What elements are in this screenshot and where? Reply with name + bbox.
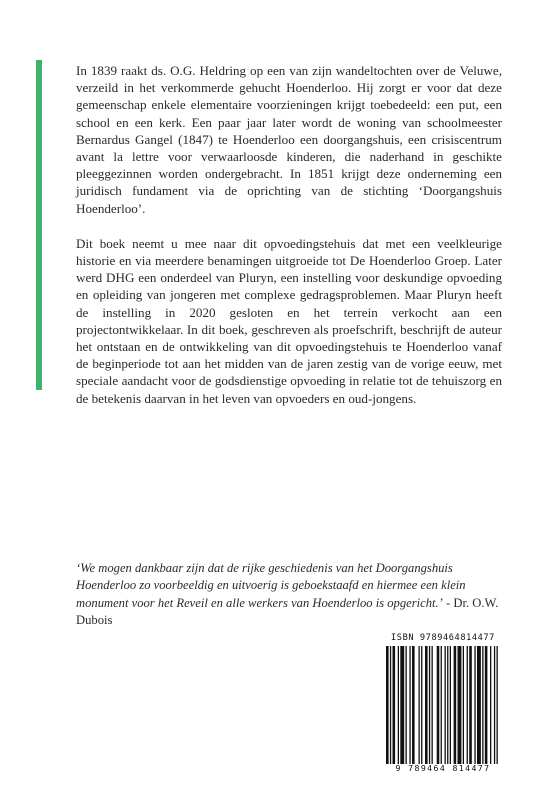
barcode-bar: [469, 646, 472, 764]
blurb-paragraph-1: In 1839 raakt ds. O.G. Heldring op een van zijn wandeltochten over de Veluwe, verzeild in het verkommerde gehucht Hoenderloo. Hij zorgt er voor dat deze gemeenschap enkele elementaire voorzieningen krijgt toebedeeld: een put, een school en een kerk. Een paar jaar later wordt de woning van schoolmeester Bernardus Gangel (1847) te Hoenderloo een doorgangshuis, een crisiscentrum avant la lettre voor verwaarloosde kinderen, die naderhand in geschikte pleeggezinnen worden ondergebracht. In 1851 krijgt deze onderneming een juridisch fundament via de oprichting van de stichting ‘Doorgangshuis Hoenderloo’.: [76, 63, 502, 216]
barcode-bar: [393, 646, 396, 764]
blurb: [76, 62, 502, 425]
barcode-bar: [494, 646, 495, 764]
barcode-bar: [450, 646, 451, 764]
barcode-bar: [429, 646, 430, 764]
barcode-bar: [386, 646, 389, 764]
barcode-bar: [421, 646, 422, 764]
barcode-bar: [463, 646, 464, 764]
barcode-bar: [409, 646, 410, 764]
isbn-label: ISBN 9789464814477: [391, 633, 495, 643]
barcode-bar: [458, 646, 462, 764]
barcode-bar: [437, 646, 440, 764]
barcode-bar: [432, 646, 433, 764]
barcode-bar: [398, 646, 399, 764]
barcode-bar: [477, 646, 481, 764]
accent-bar: [36, 60, 42, 390]
barcode-bar: [447, 646, 448, 764]
barcode-bar: [412, 646, 415, 764]
isbn-barcode: [382, 633, 504, 775]
barcode-bar: [425, 646, 428, 764]
barcode-bar: [497, 646, 498, 764]
barcode-bar: [441, 646, 442, 764]
quote-attribution: - Dr. O.W. Dubois: [76, 595, 499, 628]
blurb-paragraph-2: Dit boek neemt u mee naar dit opvoedingstehuis dat met een veelkleurige historie en via meerdere benamingen uitgroeide tot De Hoenderloo Groep. Later werd DHG een onderdeel van Pluryn, een instelling voor deskundige opvoeding en opleiding van jongeren met complexe gedragsproblemen. Maar Pluryn heeft de instelling in 2020 gesloten en het terrein verkocht aan een projectontwikkelaar. In dit boek, geschreven als proefschrift, beschrijft de auteur het ontstaan en de ontwikkeling van dit opvoedingstehuis te Hoenderloo vanaf de beginperiode tot aan het midden van de jaren zestig van de vorige eeuw, met speciale aandacht voor de godsdienstige opvoeding in relatie tot de tehuiszorg en de betekenis daarvan in het leven van opvoeders en oud-jongens.: [76, 235, 502, 406]
barcode-bar: [406, 646, 407, 764]
barcode-bar: [390, 646, 391, 764]
quote-text: ‘We mogen dankbaar zijn dat de rijke geschiedenis van het Doorgangshuis Hoenderloo zo voorbeeldig en uitvoerig is geboekstaafd en hiermee een klein monument voor het Reveil en alle werkers van Hoenderloo is opgericht.’: [76, 561, 466, 610]
barcode-bar: [454, 646, 457, 764]
barcode-bar: [445, 646, 446, 764]
barcode-bars: [386, 646, 500, 764]
barcode-bar: [419, 646, 420, 764]
barcode-bar: [485, 646, 488, 764]
barcode-bar: [482, 646, 483, 764]
barcode-digits: 9 789464 814477: [395, 763, 491, 773]
barcode-bar: [467, 646, 468, 764]
endorsement-quote: [76, 560, 508, 630]
barcode-bar: [490, 646, 491, 764]
barcode-bar: [474, 646, 475, 764]
barcode-bar: [400, 646, 404, 764]
